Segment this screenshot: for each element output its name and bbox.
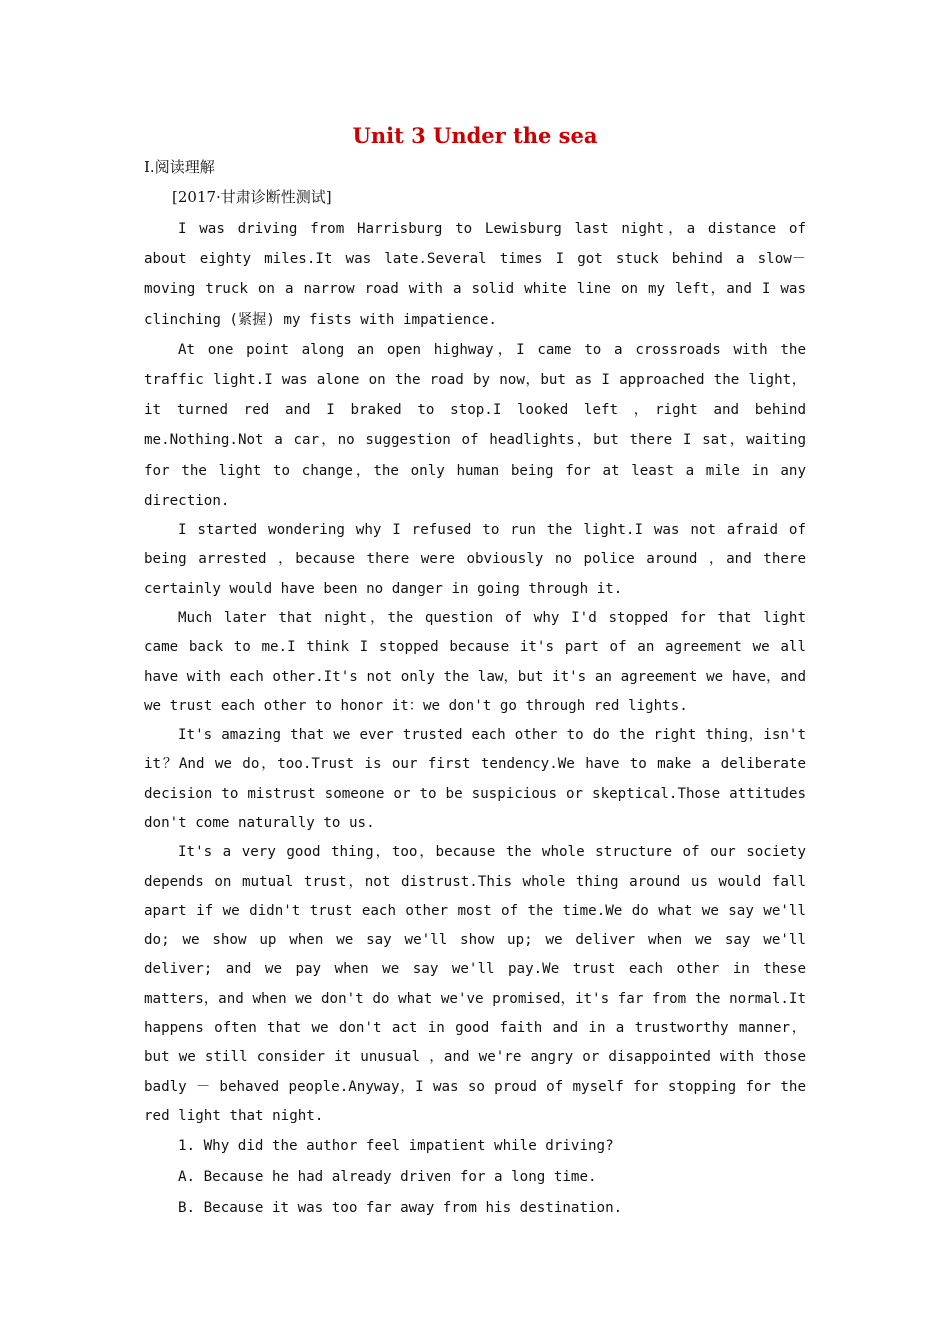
passage-paragraph: At one point along an open highway，I came to a crossroads with the traffic light.I was alone on the road by now，but as I approached the light，it turned red and I braked to stop.I looked left ，right and behind me.Nothing.Not a car，no suggestion of headlights，but there I sat，waiting for the light to change，the only human being for at least a mile in any direction. [144,341,806,509]
passage-paragraph: I was driving from Harrisburg to Lewisburg last night，a distance of about eighty miles.It was late.Several times I got stuck behind a slow－moving truck on a narrow road with a solid white line on my left，and I was clinching (紧握) my fists with impatience. [144,221,806,328]
question-stem: 1. Why did the author feel impatient while driving? [178,1138,614,1155]
page-title: Unit 3 Under the sea [352,123,598,148]
source-label: [2017·甘肃诊断性测试] [172,188,332,206]
passage-paragraph: Much later that night，the question of why I'd stopped for that light came back to me.I think I stopped because it's part of an agreement we all have with each other.It's not only the law，but it's an agreement we have，and we trust each other to honor it：we don't go through red lights. [144,609,806,714]
passage-paragraph: I started wondering why I refused to run the light.I was not afraid of being arrested ，because there were obviously no police around ，and there certainly would have been no danger in going through it. [144,522,806,597]
passage-paragraph: It's amazing that we ever trusted each other to do the right thing，isn't it？And we do，too.Trust is our first tendency.We have to make a deliberate decision to mistrust someone or to be suspicious or skeptical.Those attitudes don't come naturally to us. [144,727,806,831]
answer-option: B. Because it was too far away from his destination. [178,1199,623,1216]
section-heading: Ⅰ.阅读理解 [144,158,215,176]
answer-option: A. Because he had already driven for a long time. [178,1169,597,1186]
passage-body [144,214,806,1224]
passage-paragraph: It's a very good thing，too，because the whole structure of our society depends on mutual trust，not distrust.This whole thing around us would fall apart if we didn't trust each other most of the time.We do what we say we'll do; we show up when we say we'll show up; we deliver when we say we'll deliver; and we pay when we say we'll pay.We trust each other in these matters，and when we don't do what we've promised，it's far from the normal.It happens often that we don't act in good faith and in a trustworthy manner，but we still consider it unusual ，and we're angry or disappointed with those badly － behaved people.Anyway，I was so proud of myself for stopping for the red light that night. [144,844,806,1124]
